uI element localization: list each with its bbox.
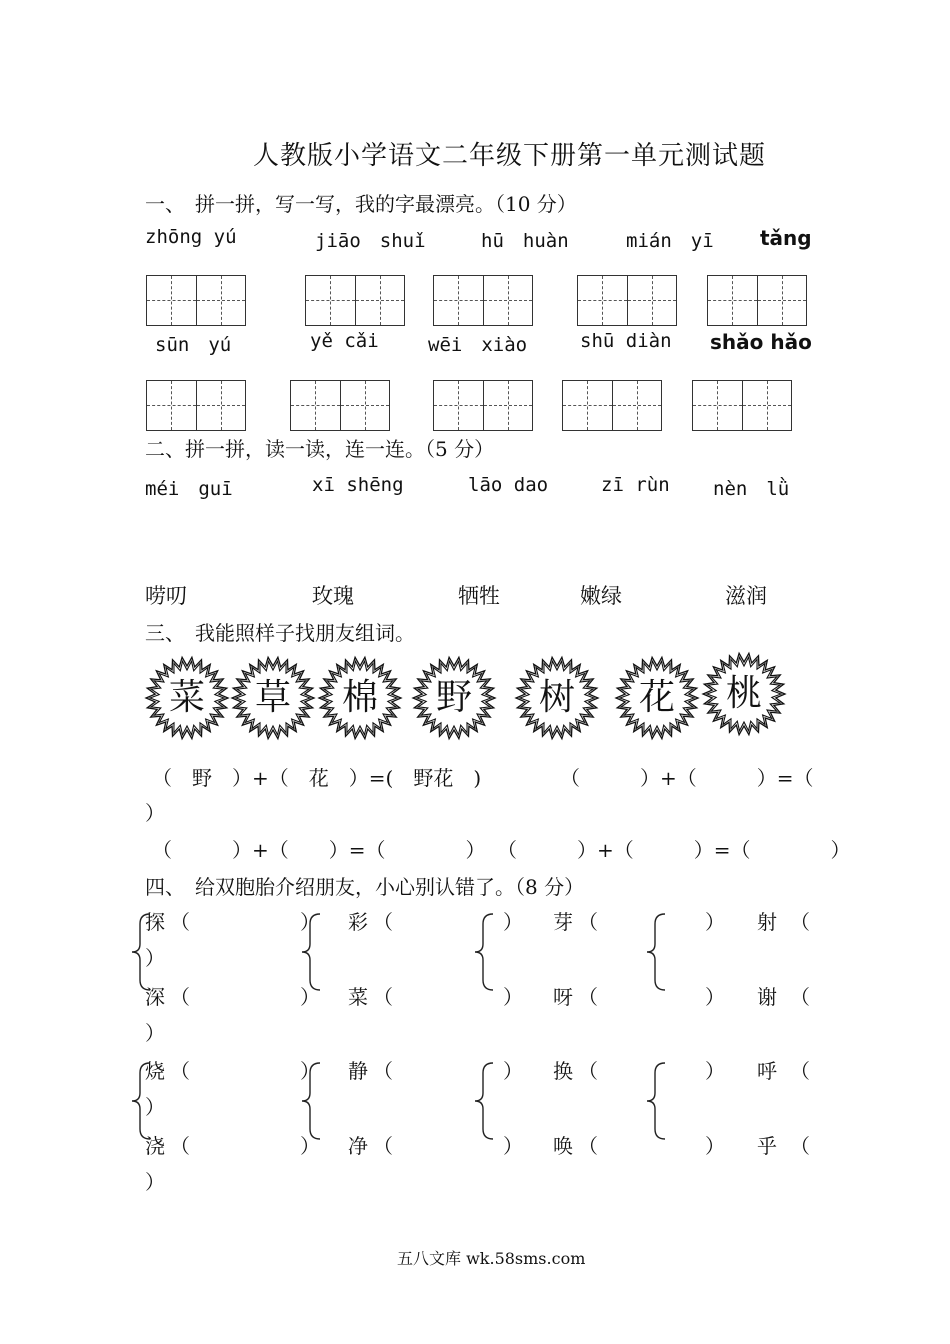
writing-grid[interactable]	[707, 275, 807, 326]
brace-icon	[645, 912, 669, 992]
twin-char: 烧	[145, 1059, 165, 1083]
brace-icon	[300, 1061, 324, 1141]
pinyin-bold: shǎo hǎo	[710, 330, 812, 354]
answer-blank-open[interactable]: （	[170, 1134, 190, 1158]
answer-blank-close: ）	[705, 985, 725, 1009]
pinyin: zhōng yú	[145, 226, 237, 248]
writing-grid[interactable]	[305, 275, 405, 326]
pinyin: yě cǎi	[310, 330, 379, 352]
pinyin: méi guī	[145, 478, 233, 500]
writing-grid[interactable]	[433, 380, 533, 431]
answer-blank-open[interactable]: （	[373, 1134, 393, 1158]
brace-icon	[473, 1061, 497, 1141]
answer-blank-close: ）	[300, 1059, 320, 1083]
answer-blank-close: ）	[145, 1021, 165, 1045]
blank-equation-end: ）	[145, 801, 165, 825]
answer-blank-close: ）	[503, 910, 523, 934]
answer-blank-open[interactable]: （	[578, 985, 598, 1009]
twin-char: 换	[553, 1059, 573, 1083]
answer-blank-open[interactable]: （	[170, 1059, 190, 1083]
answer-blank-close: ）	[503, 1134, 523, 1158]
match-word[interactable]: 牺牲	[458, 584, 500, 608]
twin-char: 射	[757, 910, 777, 934]
section-4-heading: 四、 给双胞胎介绍朋友，小心别认错了。（8 分）	[145, 875, 585, 899]
answer-blank-close: ）	[300, 1134, 320, 1158]
twin-char: 菜	[348, 985, 368, 1009]
answer-blank-open[interactable]: （	[373, 985, 393, 1009]
brace-icon	[130, 1061, 154, 1141]
answer-blank-close: ）	[705, 910, 725, 934]
char-burst: 花	[615, 656, 699, 740]
answer-blank-close: ）	[300, 985, 320, 1009]
pinyin: sūn yú	[155, 334, 232, 356]
pinyin: lāo dao	[468, 474, 549, 496]
answer-blank-close: ）	[705, 1059, 725, 1083]
twin-char: 彩	[348, 910, 368, 934]
answer-blank-open[interactable]: （	[578, 910, 598, 934]
answer-blank-open[interactable]: （	[170, 985, 190, 1009]
char-burst: 野	[412, 656, 496, 740]
pinyin: hū huàn	[481, 230, 569, 252]
pinyin-bold: tǎng	[760, 226, 812, 250]
twin-char: 静	[348, 1059, 368, 1083]
pinyin: jiāo shuǐ	[315, 230, 426, 252]
example-equation: （ 野 ）+（ 花 ）=( 野花 )	[152, 766, 482, 790]
twin-char: 呀	[553, 985, 573, 1009]
answer-blank-open[interactable]: （	[578, 1134, 598, 1158]
twin-char: 浇	[145, 1134, 165, 1158]
match-word[interactable]: 唠叨	[145, 584, 187, 608]
section-2-heading: 二、拼一拼，读一读，连一连。（5 分）	[145, 437, 495, 461]
answer-blank-open[interactable]: （	[373, 1059, 393, 1083]
char-burst: 树	[515, 656, 599, 740]
pinyin: mián yī	[626, 230, 714, 252]
blank-equation[interactable]: （ ）+（ ）=（	[560, 766, 814, 790]
pinyin: zī rùn	[601, 474, 670, 496]
answer-blank-close: ）	[145, 1095, 165, 1119]
char-burst: 菜	[145, 656, 229, 740]
match-word[interactable]: 嫩绿	[580, 584, 622, 608]
answer-blank-open[interactable]: （	[373, 910, 393, 934]
writing-grid[interactable]	[562, 380, 662, 431]
page-title: 人教版小学语文二年级下册第一单元测试题	[253, 141, 767, 171]
twin-char: 唤	[553, 1134, 573, 1158]
pinyin: nèn lǜ	[713, 478, 790, 500]
brace-icon	[645, 1061, 669, 1141]
char-burst: 棉	[318, 656, 402, 740]
answer-blank-open[interactable]: （	[170, 910, 190, 934]
footer-watermark: 五八文库 wk.58sms.com	[397, 1249, 586, 1268]
answer-blank-open[interactable]: （	[790, 910, 810, 934]
blank-equation[interactable]: （ ）+（ ）=（ ）	[497, 838, 851, 862]
answer-blank-close: ）	[705, 1134, 725, 1158]
answer-blank-open[interactable]: （	[790, 1059, 810, 1083]
twin-char: 谢	[757, 985, 777, 1009]
char-burst: 草	[231, 656, 315, 740]
twin-char: 净	[348, 1134, 368, 1158]
writing-grid[interactable]	[290, 380, 390, 431]
writing-grid[interactable]	[577, 275, 677, 326]
twin-char: 呼	[757, 1059, 777, 1083]
answer-blank-open[interactable]: （	[790, 985, 810, 1009]
answer-blank-close: ）	[145, 946, 165, 970]
match-word[interactable]: 玫瑰	[312, 584, 354, 608]
twin-char: 深	[145, 985, 165, 1009]
blank-equation[interactable]: （ ）+（ ）=（ ）	[152, 838, 486, 862]
answer-blank-close: ）	[300, 910, 320, 934]
pinyin: wēi xiào	[428, 334, 528, 356]
section-3-heading: 三、 我能照样子找朋友组词。	[145, 621, 415, 645]
twin-char: 乎	[757, 1134, 777, 1158]
pinyin: xī shēng	[312, 474, 404, 496]
answer-blank-close: ）	[145, 1170, 165, 1194]
writing-grid[interactable]	[433, 275, 533, 326]
twin-char: 芽	[553, 910, 573, 934]
twin-char: 探	[145, 910, 165, 934]
writing-grid[interactable]	[146, 380, 246, 431]
brace-icon	[300, 912, 324, 992]
pinyin: shū diàn	[580, 330, 672, 352]
writing-grid[interactable]	[146, 275, 246, 326]
char-burst: 桃	[702, 652, 786, 736]
writing-grid[interactable]	[692, 380, 792, 431]
brace-icon	[473, 912, 497, 992]
section-1-heading: 一、 拼一拼，写一写，我的字最漂亮。（10 分）	[145, 192, 577, 216]
answer-blank-open[interactable]: （	[578, 1059, 598, 1083]
match-word[interactable]: 滋润	[725, 584, 767, 608]
answer-blank-close: ）	[503, 985, 523, 1009]
brace-icon	[130, 912, 154, 992]
answer-blank-close: ）	[503, 1059, 523, 1083]
answer-blank-open[interactable]: （	[790, 1134, 810, 1158]
